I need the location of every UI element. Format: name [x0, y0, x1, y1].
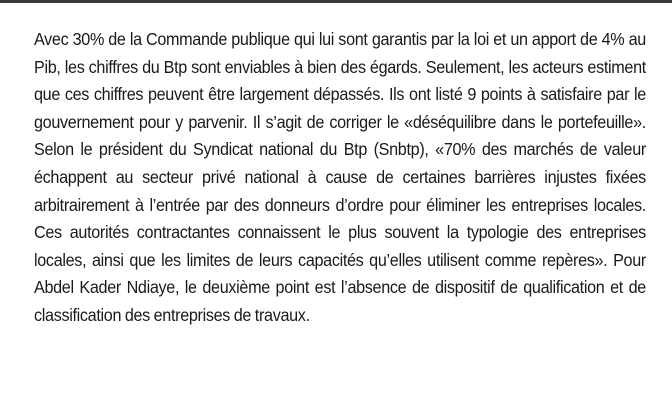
article-paragraph: Avec 30% de la Commande publique qui lui sont garantis par la loi et un apport de 4% au Pib, les chiffres du Btp sont enviables à bien des égards. Seulement, les acteurs estiment que ces chiffres peuvent être largement dépassés. Ils ont listé 9 points à satisfaire par le gouvernement pour y parvenir. Il s’agit de corriger le «déséquilibre dans le portefeuille». Selon le président du Syndicat national du Btp (Snbtp), «70% des marchés de valeur échappent au secteur privé national à cause de certaines barrières injustes fixées arbitrairement à l’entrée par des donneurs d’ordre pour éliminer les entreprises locales. Ces autorités contractantes connaissent le plus souvent la typologie des entreprises locales, ainsi que les limites de leurs capacités qu’elles utilisent comme repères». Pour Abdel Kader Ndiaye, le deuxième point est l’absence de dispositif de qualification et de classification des entreprises de travaux. — [34, 29, 646, 325]
